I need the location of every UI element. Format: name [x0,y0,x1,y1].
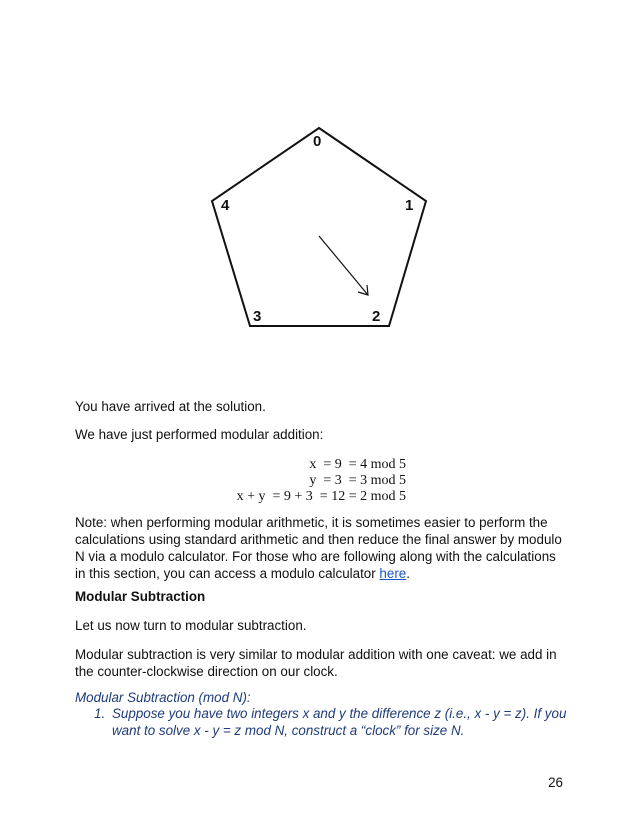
clock-label-1: 1 [405,197,414,214]
modulo-calculator-link[interactable]: here [379,566,407,581]
arrived-text: You have arrived at the solution. [75,399,266,414]
page-number: 26 [548,775,563,790]
rule-title: Modular Subtraction (mod N): [75,690,251,705]
clock-label-4: 4 [221,197,230,214]
section-heading: Modular Subtraction [75,589,206,604]
turn-text: Let us now turn to modular subtraction. [75,618,307,633]
clock-label-3: 3 [253,308,262,325]
note-text: Note: when performing modular arithmetic, it is sometimes easier to perform the calculations using standard arithmetic and then reduce the final answer by modulo N via a modulo calculator. For those who are following along with the calculations in this section, you can access a modulo calculator [75,515,562,581]
equation-line-3: x + y = 9 + 3 = 12 = 2 mod 5 [236,489,406,504]
rule-item-number: 1. [94,706,106,721]
pentagon-clock-outline [212,128,426,326]
clock-label-0: 0 [313,133,322,150]
equation-line-1: x = 9 = 4 mod 5 [309,457,406,472]
similar-paragraph: Modular subtraction is very similar to modular addition with one caveat: we add in the counter-clockwise direction on our clock. [75,647,557,679]
note-paragraph [75,514,565,582]
clock-arrow-icon [319,236,368,295]
clock-label-2: 2 [372,308,381,325]
note-end: . [406,566,410,581]
equation-line-2: y = 3 = 3 mod 5 [309,473,406,488]
performed-text: We have just performed modular addition: [75,427,324,442]
clock-diagram [0,0,638,400]
rule-item-text: Suppose you have two integers x and y the difference z (i.e., x - y = z). If you want to solve x - y = z mod N, construct a “clock” for size N. [112,706,567,738]
